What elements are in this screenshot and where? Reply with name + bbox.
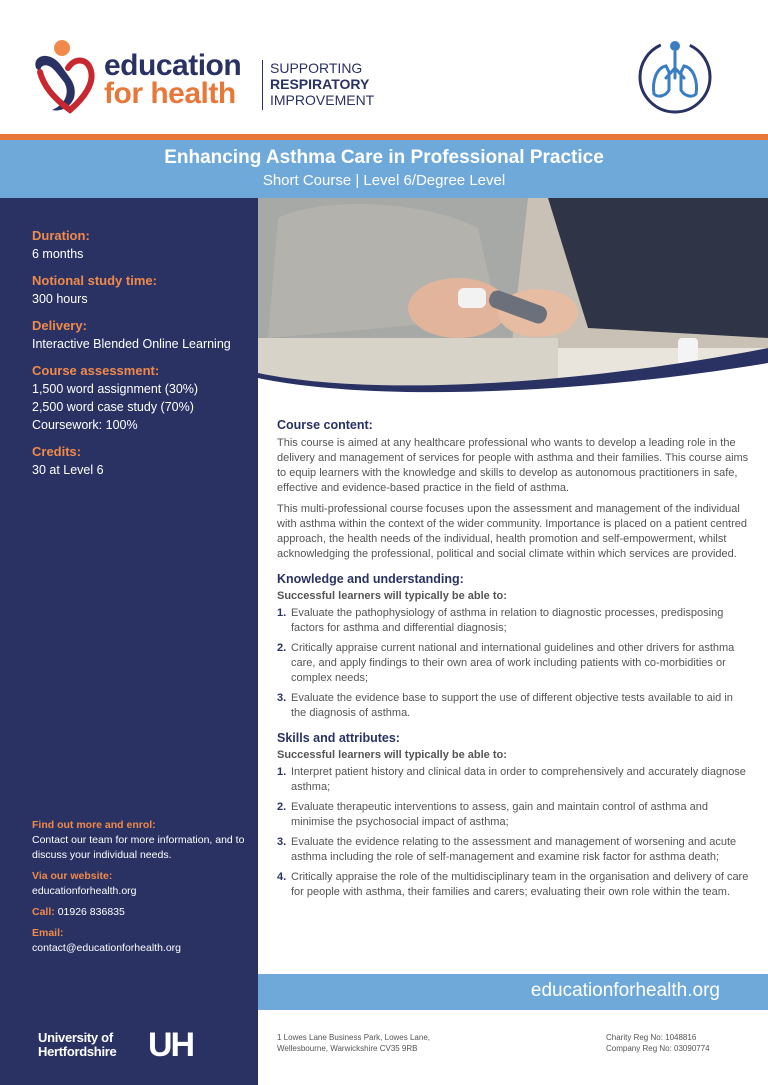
fact-label-study-time: Notional study time: bbox=[32, 273, 157, 288]
course-content-paragraph: This course is aimed at any healthcare professional who wants to develop a leading role in the delivery and management of services for people with asthma and their families. This course aims to equip learners with the knowledge and skills to develop as autonomous practitioners in safe, effective and evidence-based practice in the field of asthma. bbox=[277, 437, 749, 494]
list-item: 1. Evaluate the pathophysiology of asthma in relation to diagnostic processes, predisposing factors for asthma and differential diagnosis; bbox=[277, 607, 724, 634]
sidebar bbox=[0, 198, 258, 1085]
fact-value-delivery: Interactive Blended Online Learning bbox=[32, 337, 231, 351]
brand-line-2: for health bbox=[104, 77, 236, 110]
fact-value-study-time: 300 hours bbox=[32, 292, 88, 306]
course-facts bbox=[32, 228, 247, 489]
phone-number[interactable]: 01926 836835 bbox=[57, 906, 125, 918]
tagline-line-3: IMPROVEMENT bbox=[270, 92, 375, 108]
skills-lead: Successful learners will typically be able to: bbox=[277, 749, 507, 761]
fact-label-assessment: Course assessment: bbox=[32, 363, 160, 378]
website-banner bbox=[258, 974, 768, 1010]
fact-label-duration: Duration: bbox=[32, 228, 90, 243]
phone-label: Call: bbox=[32, 906, 55, 918]
hero-photo bbox=[258, 198, 768, 406]
enrol-label: Find out more and enrol: bbox=[32, 819, 156, 831]
university-mark: UH bbox=[148, 1026, 194, 1064]
list-item: 4. Critically appraise the role of the multidisciplinary team in the organisation and delivery of care for people with asthma, their families and carers; evaluating their own role within the team. bbox=[277, 871, 749, 898]
university-logo bbox=[38, 1028, 218, 1068]
course-subtitle: Short Course | Level 6/Degree Level bbox=[262, 172, 506, 189]
course-content-heading: Course content: bbox=[277, 418, 373, 432]
heart-logo-icon bbox=[30, 38, 100, 114]
knowledge-list bbox=[277, 606, 749, 721]
footer bbox=[0, 1010, 768, 1085]
course-content-paragraph: This multi-professional course focuses upon the assessment and management of the individual with asthma within the context of the wider community. Importance is placed on a patient centred approach, the health needs of the individual, health promotion and self-empowerment, whilst acknowledging the professional, political and social climate within which services are provided. bbox=[277, 503, 747, 560]
website-banner-link[interactable]: educationforhealth.org bbox=[530, 980, 720, 1001]
website-link[interactable]: educationforhealth.org bbox=[32, 885, 137, 897]
skills-heading: Skills and attributes: bbox=[277, 731, 400, 745]
contact-info bbox=[32, 818, 252, 962]
lungs-icon bbox=[636, 38, 714, 116]
fact-label-delivery: Delivery: bbox=[32, 318, 87, 333]
fact-value-credits: 30 at Level 6 bbox=[32, 463, 104, 477]
university-name: University of Hertfordshire bbox=[38, 1030, 117, 1059]
fact-value-assessment: 1,500 word assignment (30%) 2,500 word case study (70%) Coursework: 100% bbox=[32, 382, 199, 432]
tagline-line-1: SUPPORTING bbox=[270, 60, 363, 76]
brand-wordmark bbox=[104, 49, 242, 110]
email-label: Email: bbox=[32, 927, 64, 939]
knowledge-lead: Successful learners will typically be able to: bbox=[277, 590, 507, 602]
list-item: 2. Critically appraise current national and international guidelines and other drivers for asthma care, and apply findings to their own area of work including patients with co-morbidities or complex needs; bbox=[277, 642, 735, 684]
email-link[interactable]: contact@educationforhealth.org bbox=[32, 942, 182, 954]
header bbox=[0, 0, 768, 136]
logo-divider bbox=[262, 60, 263, 110]
brand-line-1: education bbox=[104, 49, 242, 82]
course-title: Enhancing Asthma Care in Professional Practice bbox=[164, 147, 604, 168]
brand-tagline bbox=[270, 60, 374, 108]
title-banner bbox=[0, 140, 768, 198]
list-item: 3. Evaluate the evidence relating to the assessment and management of worsening and acute asthma including the role of self-management and examine risk factor for asthma death; bbox=[277, 836, 737, 863]
list-item: 2. Evaluate therapeutic interventions to assess, gain and maintain control of asthma and minimise the psychosocial impact of asthma; bbox=[277, 801, 709, 828]
phone-row bbox=[32, 905, 252, 920]
main-content bbox=[277, 418, 749, 910]
skills-list bbox=[277, 765, 749, 900]
fact-label-credits: Credits: bbox=[32, 444, 82, 459]
list-item: 1. Interpret patient history and clinical data in order to comprehensively and accurately diagnose asthma; bbox=[277, 766, 746, 793]
postal-address: 1 Lowes Lane Business Park, Lowes Lane, Wellesbourne, Warwickshire CV35 9RB bbox=[277, 1033, 430, 1053]
fact-value-duration: 6 months bbox=[32, 247, 84, 261]
knowledge-heading: Knowledge and understanding: bbox=[277, 572, 464, 586]
registration-numbers: Charity Reg No: 1048816 Company Reg No: 03090774 bbox=[606, 1033, 710, 1053]
tagline-line-2: RESPIRATORY bbox=[270, 76, 370, 92]
list-item: 3. Evaluate the evidence base to support the use of different objective tests available to aid in the diagnosis of asthma. bbox=[277, 692, 733, 719]
website-label: Via our website: bbox=[32, 870, 113, 882]
enrol-text: Contact our team for more information, and to discuss your individual needs. bbox=[32, 834, 245, 861]
